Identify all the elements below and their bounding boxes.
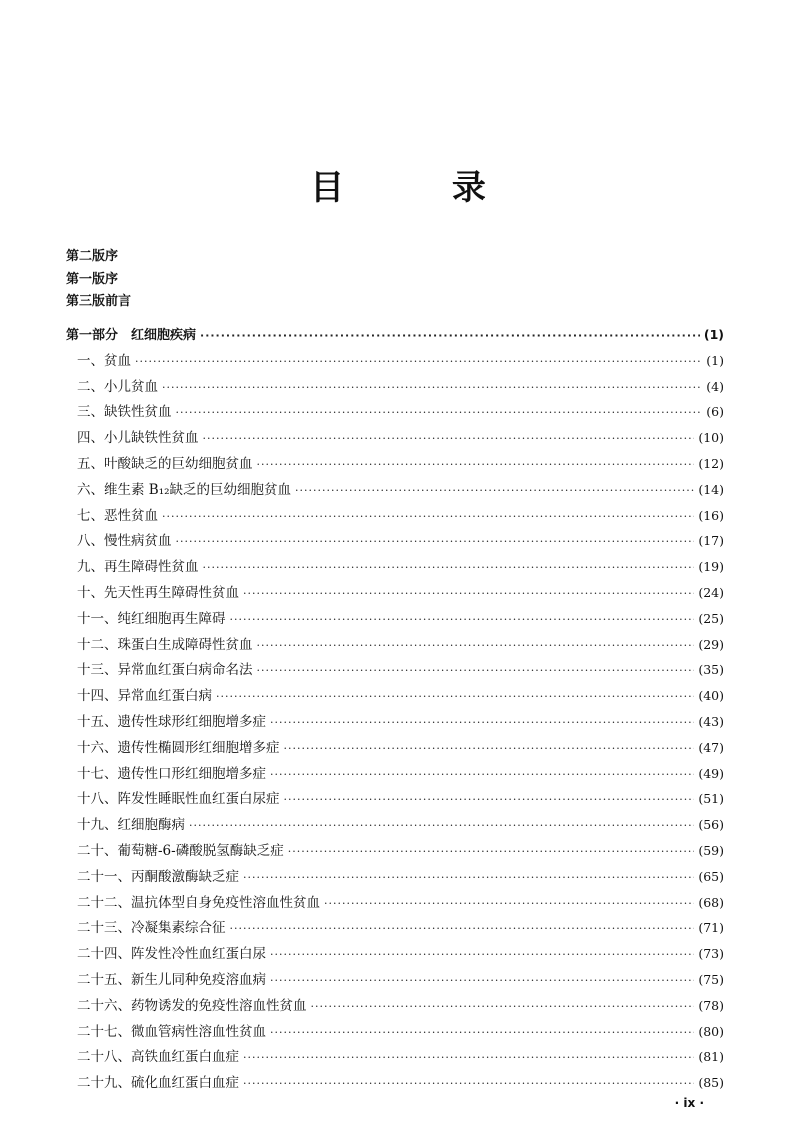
toc-entry[interactable] — [66, 1019, 724, 1045]
toc-entry-title: 十五、遗传性球形红细胞增多症 — [77, 713, 266, 730]
toc-leader — [189, 813, 694, 839]
toc-entry-title: 二十、葡萄糖-6-磷酸脱氢酶缺乏症 — [77, 842, 284, 859]
toc-leader — [200, 323, 700, 349]
toc-leader — [216, 684, 694, 710]
toc-entry-page: (12) — [698, 455, 724, 471]
toc-entry-page: (29) — [698, 636, 724, 652]
toc-leader — [243, 581, 694, 607]
toc-entry[interactable] — [66, 735, 724, 761]
toc-entry[interactable] — [66, 374, 724, 400]
toc-entry-page: (80) — [698, 1023, 724, 1039]
toc-entry-page: (81) — [698, 1049, 724, 1065]
toc-entry-page: (6) — [706, 404, 724, 420]
toc-entry-page: (85) — [698, 1075, 724, 1091]
toc-entry-title: 九、再生障碍性贫血 — [77, 559, 199, 576]
toc-entry[interactable] — [66, 812, 724, 838]
toc-entry-page: (68) — [698, 894, 724, 910]
toc-entry[interactable] — [66, 941, 724, 967]
toc-entry-title: 二十五、新生儿同种免疫溶血病 — [77, 971, 266, 988]
toc-entry-title: 十七、遗传性口形红细胞增多症 — [77, 765, 266, 782]
toc-leader — [284, 736, 695, 762]
toc-entry-page: (59) — [698, 842, 724, 858]
preface-first-edition[interactable]: 第一版序 — [66, 271, 119, 287]
toc-leader — [257, 633, 695, 659]
toc-part-page: (1) — [703, 327, 724, 342]
toc-entry-page: (4) — [706, 378, 724, 394]
toc-entry[interactable] — [66, 683, 724, 709]
toc-entry[interactable] — [66, 709, 724, 735]
toc-leader — [243, 1045, 694, 1071]
toc-leader — [270, 762, 694, 788]
toc-entry-page: (19) — [698, 559, 724, 575]
toc-entry[interactable] — [66, 606, 724, 632]
toc-entry[interactable] — [66, 425, 724, 451]
toc-leader — [257, 658, 695, 684]
toc-entry-title: 二、小儿贫血 — [77, 378, 158, 395]
toc-entry[interactable] — [66, 451, 724, 477]
toc-entry-title: 二十一、丙酮酸激酶缺乏症 — [77, 868, 239, 885]
toc-entry-title: 二十六、药物诱发的免疫性溶血性贫血 — [77, 997, 307, 1014]
toc-entry-title: 十二、珠蛋白生成障碍性贫血 — [77, 636, 253, 653]
toc-leader — [284, 787, 695, 813]
toc-entry-title: 十六、遗传性椭圆形红细胞增多症 — [77, 739, 280, 756]
toc-entry[interactable] — [66, 915, 724, 941]
toc-entry[interactable] — [66, 632, 724, 658]
toc-entry-page: (10) — [698, 430, 724, 446]
chapter-list — [66, 348, 724, 1096]
toc-leader — [230, 607, 695, 633]
table-of-contents — [66, 322, 724, 1096]
toc-entry-page: (40) — [698, 688, 724, 704]
toc-leader — [311, 994, 695, 1020]
toc-part-label: 第一部分 红细胞疾病 — [66, 328, 197, 343]
toc-leader — [257, 452, 695, 478]
toc-entry-page: (14) — [698, 481, 724, 497]
toc-entry-title: 三、缺铁性贫血 — [77, 404, 172, 421]
toc-entry[interactable] — [66, 348, 724, 374]
toc-entry[interactable] — [66, 761, 724, 787]
toc-entry[interactable] — [66, 786, 724, 812]
toc-entry-title: 十九、红细胞酶病 — [77, 817, 185, 834]
toc-leader — [243, 865, 694, 891]
toc-entry-title: 五、叶酸缺乏的巨幼细胞贫血 — [77, 455, 253, 472]
toc-entry-page: (73) — [698, 946, 724, 962]
toc-entry-page: (24) — [698, 584, 724, 600]
toc-leader — [176, 400, 703, 426]
toc-entry[interactable] — [66, 503, 724, 529]
toc-leader — [270, 968, 694, 994]
toc-leader — [288, 839, 695, 865]
toc-entry-title: 二十二、温抗体型自身免疫性溶血性贫血 — [77, 894, 320, 911]
toc-entry[interactable] — [66, 554, 724, 580]
toc-leader — [270, 942, 694, 968]
toc-entry-page: (75) — [698, 971, 724, 987]
toc-entry[interactable] — [66, 477, 724, 503]
toc-leader — [203, 426, 695, 452]
toc-leader — [295, 478, 694, 504]
toc-entry-page: (65) — [698, 868, 724, 884]
toc-entry-title: 二十七、微血管病性溶血性贫血 — [77, 1023, 266, 1040]
preface-second-edition[interactable]: 第二版序 — [66, 249, 119, 264]
toc-entry-page: (49) — [698, 765, 724, 781]
toc-entry-title: 十、先天性再生障碍性贫血 — [77, 584, 239, 601]
toc-part-heading[interactable] — [66, 322, 724, 348]
toc-entry-page: (47) — [698, 739, 724, 755]
toc-entry[interactable] — [66, 528, 724, 554]
toc-leader — [270, 710, 694, 736]
toc-entry-page: (51) — [698, 791, 724, 807]
toc-entry[interactable] — [66, 399, 724, 425]
toc-entry[interactable] — [66, 890, 724, 916]
toc-entry-title: 二十八、高铁血红蛋白血症 — [77, 1049, 239, 1066]
toc-leader — [162, 504, 694, 530]
toc-entry-title: 八、慢性病贫血 — [77, 533, 172, 550]
toc-entry-title: 二十四、阵发性冷性血红蛋白尿 — [77, 946, 266, 963]
toc-entry-page: (35) — [698, 662, 724, 678]
toc-entry-title: 二十九、硫化血红蛋白血症 — [77, 1075, 239, 1092]
toc-leader — [270, 1020, 694, 1046]
toc-leader — [162, 375, 702, 401]
toc-entry[interactable] — [66, 967, 724, 993]
toc-entry[interactable] — [66, 1070, 724, 1096]
toc-entry-title: 六、维生素 B₁₂缺乏的巨幼细胞贫血 — [77, 481, 292, 498]
toc-entry-title: 一、贫血 — [77, 352, 131, 369]
toc-entry-page: (56) — [698, 817, 724, 833]
toc-entry-page: (17) — [698, 533, 724, 549]
toc-leader — [203, 555, 695, 581]
toc-entry-title: 七、恶性贫血 — [77, 507, 158, 524]
toc-entry-title: 十四、异常血红蛋白病 — [77, 688, 212, 705]
toc-leader — [176, 529, 695, 555]
page-title: 目 录 — [310, 168, 534, 208]
toc-entry[interactable] — [66, 1044, 724, 1070]
toc-entry-title: 四、小儿缺铁性贫血 — [77, 430, 199, 447]
toc-entry-page: (1) — [706, 352, 724, 368]
toc-entry[interactable] — [66, 838, 724, 864]
toc-entry-title: 二十三、冷凝集素综合征 — [77, 920, 226, 937]
toc-leader — [230, 916, 695, 942]
toc-entry[interactable] — [66, 657, 724, 683]
page-number: · ix · — [674, 1096, 704, 1110]
toc-entry-title: 十八、阵发性睡眠性血红蛋白尿症 — [77, 791, 280, 808]
toc-leader — [243, 1071, 694, 1097]
toc-entry-page: (25) — [698, 610, 724, 626]
toc-entry-title: 十三、异常血红蛋白病命名法 — [77, 662, 253, 679]
toc-entry-page: (78) — [698, 997, 724, 1013]
toc-entry-page: (16) — [698, 507, 724, 523]
toc-entry[interactable] — [66, 864, 724, 890]
preface-list — [66, 246, 726, 314]
toc-entry-page: (71) — [698, 920, 724, 936]
preface-third-edition[interactable]: 第三版前言 — [66, 294, 132, 309]
toc-leader — [324, 891, 694, 917]
toc-entry[interactable] — [66, 580, 724, 606]
toc-entry[interactable] — [66, 993, 724, 1019]
toc-entry-page: (43) — [698, 713, 724, 729]
toc-entry-title: 十一、纯红细胞再生障碍 — [77, 610, 226, 627]
toc-leader — [135, 349, 702, 375]
